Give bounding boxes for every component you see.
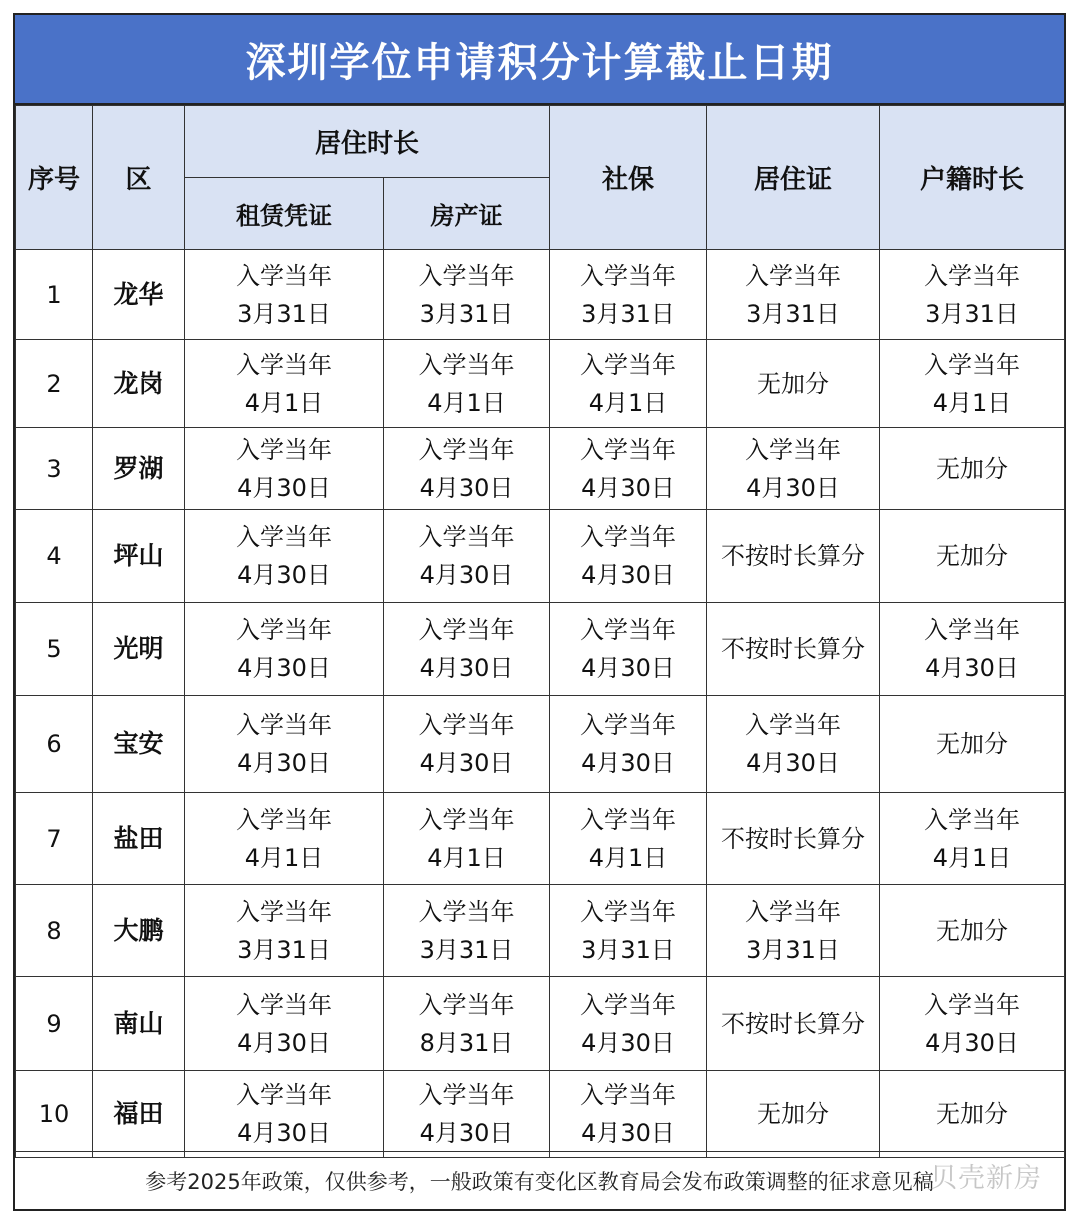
cell-line: 入学当年 xyxy=(580,435,677,464)
cell-line: 入学当年 xyxy=(418,616,515,644)
cell-line: 入学当年 xyxy=(418,990,515,1019)
cell-line: 入学当年 xyxy=(580,711,677,739)
cell-line: 3月31日 xyxy=(925,299,1019,328)
cell-line: 4月30日 xyxy=(581,1028,675,1057)
cell-property xyxy=(384,510,550,603)
cell-line: 入学当年 xyxy=(418,897,515,926)
row-index: 2 xyxy=(16,340,93,428)
cell-hukou xyxy=(880,428,1065,510)
cell-line: 4月30日 xyxy=(581,654,675,682)
cell-residence-permit xyxy=(707,696,880,793)
cell-property xyxy=(384,696,550,793)
cell-line: 入学当年 xyxy=(924,616,1021,644)
district-name: 龙华 xyxy=(93,250,185,340)
cell-line: 入学当年 xyxy=(745,261,842,290)
cell-line: 入学当年 xyxy=(236,990,332,1019)
cell-line: 4月1日 xyxy=(932,843,1012,872)
table-row xyxy=(16,885,1065,977)
cell-residence-permit xyxy=(707,340,880,428)
district-name: 光明 xyxy=(93,603,185,696)
cell-line: 入学当年 xyxy=(580,805,677,834)
cell-rental xyxy=(185,428,384,510)
cell-line: 4月30日 xyxy=(237,1028,331,1057)
cell-social-security xyxy=(550,1071,707,1158)
header-social-security: 社保 xyxy=(550,106,707,250)
cell-line: 入学当年 xyxy=(924,261,1021,290)
schedule-card xyxy=(13,13,1066,1211)
row-index: 6 xyxy=(16,696,93,793)
cell-line: 入学当年 xyxy=(418,805,515,834)
cell-line: 入学当年 xyxy=(236,350,332,379)
header-hukou-duration: 户籍时长 xyxy=(880,106,1065,250)
header-property: 房产证 xyxy=(384,178,550,250)
table-row xyxy=(16,340,1065,428)
cell-line: 4月30日 xyxy=(746,749,840,777)
cell-line: 入学当年 xyxy=(580,1081,677,1109)
district-name: 宝安 xyxy=(93,696,185,793)
cell-line: 4月1日 xyxy=(244,388,324,417)
cell-property xyxy=(384,250,550,340)
cell-social-security xyxy=(550,793,707,885)
cell-line: 入学当年 xyxy=(580,350,677,379)
cell-hukou xyxy=(880,250,1065,340)
header-rental: 租赁凭证 xyxy=(185,178,384,250)
cell-line: 入学当年 xyxy=(418,1081,515,1109)
table-row xyxy=(16,250,1065,340)
cell-line: 入学当年 xyxy=(418,523,515,551)
row-index: 8 xyxy=(16,885,93,977)
cell-line: 入学当年 xyxy=(580,897,677,926)
cell-hukou xyxy=(880,793,1065,885)
cell-social-security xyxy=(550,340,707,428)
cell-line: 入学当年 xyxy=(580,261,677,290)
district-name: 坪山 xyxy=(93,510,185,603)
cell-property xyxy=(384,428,550,510)
header-index: 序号 xyxy=(16,106,93,250)
cell-line: 入学当年 xyxy=(418,350,515,379)
cell-line: 4月30日 xyxy=(419,561,514,589)
cell-line: 入学当年 xyxy=(236,616,332,644)
cell-line: 入学当年 xyxy=(236,1081,332,1109)
cell-line: 3月31日 xyxy=(581,935,675,964)
cell-property xyxy=(384,1071,550,1158)
cell-residence-permit xyxy=(707,510,880,603)
table-row xyxy=(16,977,1065,1071)
cell-social-security xyxy=(550,510,707,603)
cell-line: 入学当年 xyxy=(580,523,677,551)
cell-rental xyxy=(185,885,384,977)
cell-line: 3月31日 xyxy=(581,299,675,328)
cell-line: 入学当年 xyxy=(924,350,1021,379)
cell-line: 4月30日 xyxy=(237,749,331,777)
cell-rental xyxy=(185,250,384,340)
cell-line: 入学当年 xyxy=(924,805,1021,834)
cell-line: 4月30日 xyxy=(237,654,331,682)
cell-social-security xyxy=(550,696,707,793)
table-row xyxy=(16,696,1065,793)
cell-line: 入学当年 xyxy=(236,897,332,926)
row-index: 3 xyxy=(16,428,93,510)
cell-hukou xyxy=(880,1071,1065,1158)
cell-residence-permit xyxy=(707,1071,880,1158)
cell-line: 4月30日 xyxy=(746,473,840,502)
cell-social-security xyxy=(550,977,707,1071)
cell-property xyxy=(384,793,550,885)
district-name: 福田 xyxy=(93,1071,185,1158)
cell-line: 入学当年 xyxy=(745,711,842,739)
cell-rental xyxy=(185,603,384,696)
deadline-table xyxy=(15,105,1065,1158)
cell-line: 无加分 xyxy=(936,454,1009,483)
cell-line: 4月30日 xyxy=(581,473,675,502)
cell-residence-permit xyxy=(707,250,880,340)
table-row xyxy=(16,603,1065,696)
cell-line: 无加分 xyxy=(936,916,1009,945)
row-index: 10 xyxy=(16,1071,93,1158)
row-index: 7 xyxy=(16,793,93,885)
cell-hukou xyxy=(880,603,1065,696)
cell-hukou xyxy=(880,885,1065,977)
cell-line: 入学当年 xyxy=(418,711,515,739)
cell-line: 入学当年 xyxy=(236,805,332,834)
cell-line: 3月31日 xyxy=(419,935,514,964)
cell-line: 无加分 xyxy=(757,1100,830,1128)
cell-line: 3月31日 xyxy=(237,935,331,964)
cell-line: 4月1日 xyxy=(427,388,506,417)
cell-line: 4月1日 xyxy=(588,388,668,417)
cell-hukou xyxy=(880,510,1065,603)
table-row xyxy=(16,1071,1065,1158)
cell-line: 入学当年 xyxy=(236,523,332,551)
cell-line: 4月30日 xyxy=(581,749,675,777)
cell-property xyxy=(384,977,550,1071)
watermark: 贝壳新房 xyxy=(930,1163,1042,1194)
cell-line: 4月1日 xyxy=(932,388,1012,417)
table-row xyxy=(16,428,1065,510)
cell-hukou xyxy=(880,696,1065,793)
cell-line: 4月30日 xyxy=(237,1119,331,1147)
district-name: 盐田 xyxy=(93,793,185,885)
cell-line: 入学当年 xyxy=(745,897,842,926)
cell-line: 入学当年 xyxy=(418,261,515,290)
district-name: 大鹏 xyxy=(93,885,185,977)
cell-residence-permit xyxy=(707,793,880,885)
cell-residence-permit xyxy=(707,885,880,977)
cell-line: 4月30日 xyxy=(925,1028,1019,1057)
cell-line: 4月30日 xyxy=(419,749,514,777)
cell-line: 4月30日 xyxy=(419,473,514,502)
cell-line: 4月30日 xyxy=(419,654,514,682)
cell-line: 入学当年 xyxy=(236,711,332,739)
cell-line: 3月31日 xyxy=(746,935,840,964)
cell-residence-permit xyxy=(707,977,880,1071)
page-title: 深圳学位申请积分计算截止日期 xyxy=(15,15,1064,105)
table-row xyxy=(16,510,1065,603)
cell-line: 3月31日 xyxy=(237,299,331,328)
cell-hukou xyxy=(880,977,1065,1071)
cell-line: 入学当年 xyxy=(236,435,332,464)
cell-rental xyxy=(185,1071,384,1158)
cell-line: 4月30日 xyxy=(237,473,331,502)
district-name: 龙岗 xyxy=(93,340,185,428)
cell-line: 4月1日 xyxy=(244,843,324,872)
district-name: 罗湖 xyxy=(93,428,185,510)
cell-social-security xyxy=(550,250,707,340)
cell-property xyxy=(384,885,550,977)
cell-line: 不按时长算分 xyxy=(721,635,866,663)
cell-property xyxy=(384,340,550,428)
cell-line: 入学当年 xyxy=(745,435,842,464)
cell-line: 无加分 xyxy=(936,1100,1009,1128)
cell-line: 4月30日 xyxy=(419,1119,514,1147)
cell-residence-permit xyxy=(707,603,880,696)
cell-residence-permit xyxy=(707,428,880,510)
cell-line: 入学当年 xyxy=(580,616,677,644)
cell-line: 3月31日 xyxy=(746,299,840,328)
cell-property xyxy=(384,603,550,696)
cell-rental xyxy=(185,510,384,603)
cell-line: 3月31日 xyxy=(419,299,514,328)
header-district: 区 xyxy=(93,106,185,250)
cell-line: 不按时长算分 xyxy=(721,542,866,570)
cell-line: 入学当年 xyxy=(236,261,332,290)
cell-line: 4月30日 xyxy=(581,1119,675,1147)
row-index: 4 xyxy=(16,510,93,603)
cell-line: 入学当年 xyxy=(418,435,515,464)
cell-line: 不按时长算分 xyxy=(721,1009,866,1038)
cell-line: 入学当年 xyxy=(924,990,1021,1019)
cell-line: 4月30日 xyxy=(581,561,675,589)
cell-line: 无加分 xyxy=(757,369,830,398)
footnote: 参考2025年政策，仅供参考，一般政策有变化区教育局会发布政策调整的征求意见稿 xyxy=(15,1151,1064,1209)
cell-social-security xyxy=(550,428,707,510)
cell-hukou xyxy=(880,340,1065,428)
table-row xyxy=(16,793,1065,885)
district-name: 南山 xyxy=(93,977,185,1071)
cell-line: 无加分 xyxy=(936,730,1009,758)
cell-social-security xyxy=(550,885,707,977)
cell-rental xyxy=(185,340,384,428)
cell-rental xyxy=(185,696,384,793)
cell-line: 4月1日 xyxy=(588,843,668,872)
cell-social-security xyxy=(550,603,707,696)
row-index: 1 xyxy=(16,250,93,340)
cell-line: 不按时长算分 xyxy=(721,824,866,853)
header-residence-permit: 居住证 xyxy=(707,106,880,250)
header-residence-duration: 居住时长 xyxy=(185,106,550,178)
cell-line: 8月31日 xyxy=(419,1028,514,1057)
cell-rental xyxy=(185,977,384,1071)
cell-line: 无加分 xyxy=(936,542,1009,570)
cell-line: 4月30日 xyxy=(925,654,1019,682)
row-index: 9 xyxy=(16,977,93,1071)
cell-line: 4月1日 xyxy=(427,843,506,872)
cell-line: 入学当年 xyxy=(580,990,677,1019)
cell-line: 4月30日 xyxy=(237,561,331,589)
row-index: 5 xyxy=(16,603,93,696)
cell-rental xyxy=(185,793,384,885)
